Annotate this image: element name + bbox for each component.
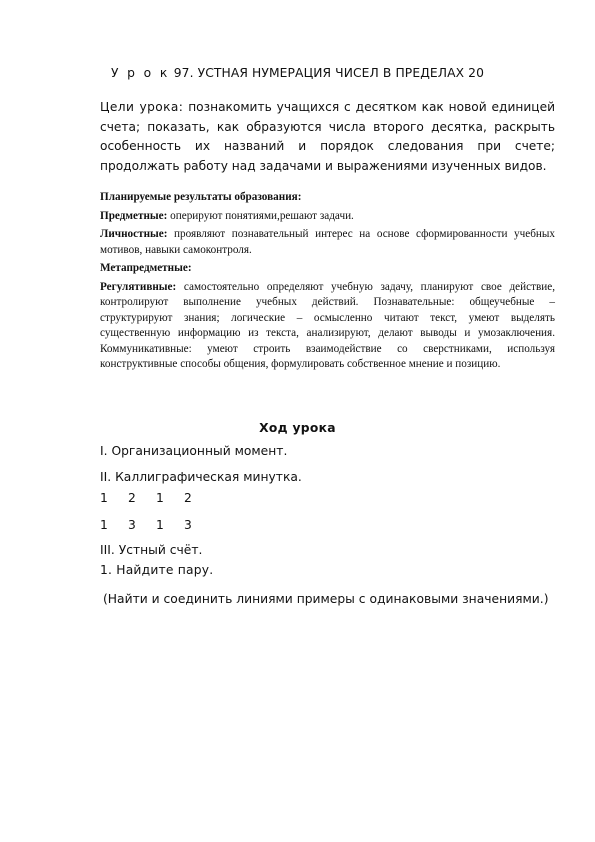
lesson-title-prefix: У р о к <box>110 66 170 80</box>
course-title: Ход урока <box>259 421 336 435</box>
lesson-title-rest: 97. УСТНАЯ НУМЕРАЦИЯ ЧИСЕЛ В ПРЕДЕЛАХ 20 <box>169 66 485 80</box>
regulatory-label: Регулятивные: <box>100 280 177 293</box>
digit: 1 <box>156 518 164 532</box>
regulatory-text: самостоятельно определяют учебную задачу, планируют свое действие, контролируют выполнение учебных действий. Познавательные: общеучебные – структурируют знания; логические – осмысленно читают текст, умеют выделять существенную информацию из текста, анализируют, делают выводы и умозаключения. Коммуникативные: умеют строить взаимодействие со сверстниками, используя конструктивные способы общения, формулировать собственное мнение и позицию. <box>100 280 555 370</box>
goals-text: познакомить учащихся с десятком как новой единицей счета; показать, как образуются числа второго десятка, раскрыть особенность их названий и порядок следования при счете; продолжать работу над задачами и выражениями изученных видов. <box>100 100 555 173</box>
calligraphy-row-2 <box>100 518 212 532</box>
subject-text: оперируют понятиями,решают задачи. <box>167 209 354 222</box>
calligraphy-row-1 <box>100 491 212 505</box>
task-find-pair: 1. Найдите пару. <box>100 563 214 577</box>
goals-label: Цели урока: <box>100 100 184 114</box>
digit: 1 <box>100 518 108 532</box>
meta-heading: Метапредметные: <box>100 262 192 274</box>
personal-text: проявляют познавательный интерес на основе сформированности учебных мотивов, навыки самоконтроля. <box>100 228 555 256</box>
lesson-title <box>0 66 595 80</box>
digit: 3 <box>128 518 136 532</box>
planned-results <box>100 190 555 373</box>
lesson-goals <box>100 98 555 176</box>
section-calligraphy: II. Каллиграфическая минутка. <box>100 470 302 484</box>
section-oral-count: III. Устный счёт. <box>100 543 203 557</box>
task-instruction: (Найти и соединить линиями примеры с одинаковыми значениями.) <box>103 592 549 606</box>
digit: 1 <box>100 491 108 505</box>
digit: 2 <box>184 491 192 505</box>
section-organizational: I. Организационный момент. <box>100 444 288 458</box>
results-heading: Планируемые результаты образования: <box>100 191 302 203</box>
digit: 3 <box>184 518 192 532</box>
digit: 1 <box>156 491 164 505</box>
subject-label: Предметные: <box>100 209 168 222</box>
digit: 2 <box>128 491 136 505</box>
personal-label: Личностные: <box>100 228 168 240</box>
